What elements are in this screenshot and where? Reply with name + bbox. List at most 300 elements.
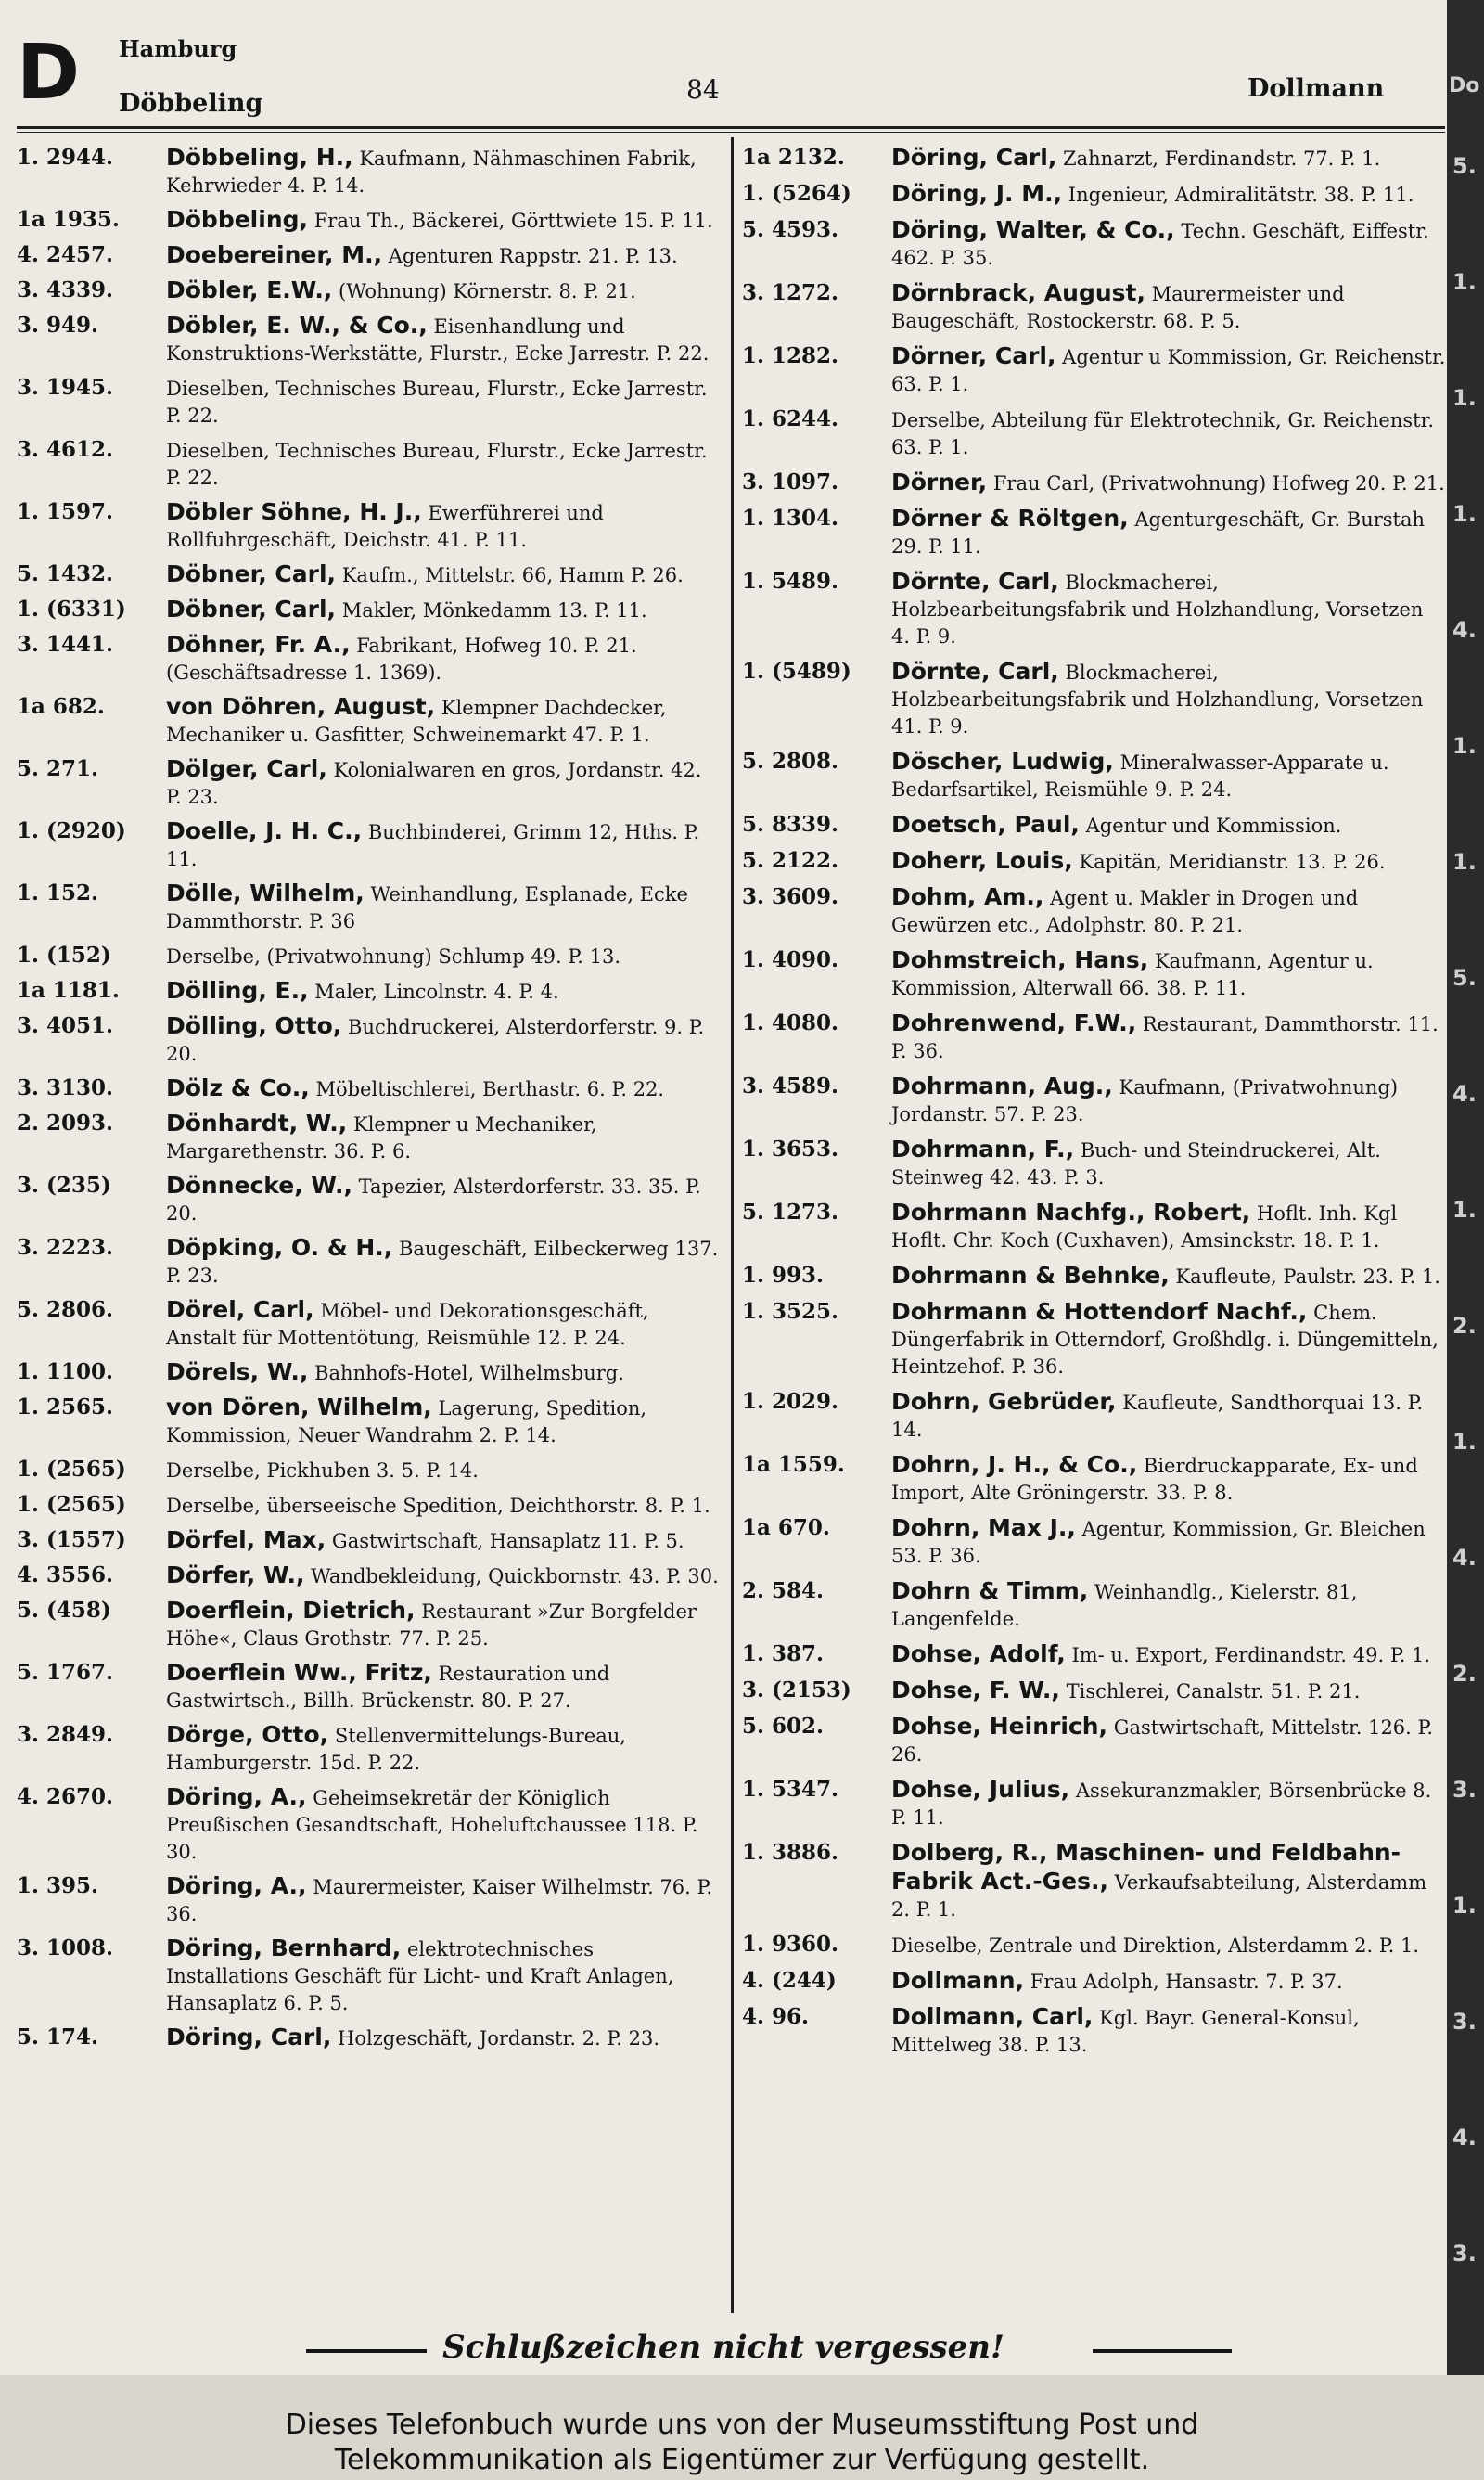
entry-name: Dörfer, W., <box>166 1561 305 1588</box>
phone-number: 1. (5489) <box>742 659 851 684</box>
entry-details: Gastwirtschaft, Hansaplatz 11. P. 5. <box>331 1530 684 1552</box>
entry-details: Chem. Düngerfabrik in Otterndorf, Großhdlg. i. Düngemitteln, Heintzehof. P. 36. <box>891 1302 1439 1378</box>
entry-name: Dohrn & Timm, <box>891 1577 1089 1604</box>
section-letter: D <box>17 29 81 117</box>
entry-text <box>886 180 1447 209</box>
entry-details: Maler, Lincolnstr. 4. P. 4. <box>314 981 559 1003</box>
entry-text <box>160 2024 722 2052</box>
entry-text <box>160 1358 722 1387</box>
entry-text <box>886 469 1447 497</box>
entry-details: Lagerung, Spedition, Kommission, Neuer Wandrahm 2. P. 14. <box>166 1397 647 1446</box>
entry-details: Agenturen Rappstr. 21. P. 13. <box>388 245 678 267</box>
directory-entry <box>17 1561 722 1590</box>
directory-entry <box>17 1659 722 1715</box>
entry-name: von Döhren, August, <box>166 693 436 720</box>
entry-details: Hoflt. Inh. Kgl Hoflt. Chr. Koch (Cuxhaven), Amsinckstr. 18. P. 1. <box>891 1202 1398 1252</box>
directory-entry <box>17 144 722 199</box>
entry-details: Geheimsekretär der Königlich Preußischen Gesandtschaft, Hoheluftchaussee 118. P. 30. <box>166 1787 698 1863</box>
directory-entry <box>17 1597 722 1652</box>
phone-number: 1. 152. <box>17 880 99 906</box>
phone-number: 1a 2132. <box>742 145 845 170</box>
directory-entry <box>17 1012 722 1068</box>
directory-entry <box>742 279 1447 335</box>
entry-text <box>886 1577 1447 1633</box>
entry-details: Kaufleute, Paulstr. 23. P. 1. <box>1175 1266 1440 1288</box>
phone-number: 1. 2029. <box>742 1389 839 1414</box>
entry-details: Kaufleute, Sandthorquai 13. P. 14. <box>891 1392 1424 1441</box>
entry-details: Frau Carl, (Privatwohnung) Hofweg 20. P. 21. <box>992 472 1445 495</box>
phone-number: 1. (5264) <box>742 181 851 206</box>
entry-details: Dieselben, Technisches Bureau, Flurstr., Ecke Jarrestr. P. 22. <box>166 378 708 427</box>
entry-name: Dohm, Am., <box>891 883 1044 910</box>
entry-details: Buchbinderei, Grimm 12, Hths. P. 11. <box>166 821 700 870</box>
entry-details: Buch- und Steindruckerei, Alt. Steinweg 42. 43. P. 3. <box>891 1139 1381 1189</box>
entry-name: Doelle, J. H. C., <box>166 817 363 844</box>
entry-details: Derselbe, Pickhuben 3. 5. P. 14. <box>166 1459 479 1482</box>
phone-number: 3. 949. <box>17 313 99 338</box>
entry-details: Kaufmann, Nähmaschinen Fabrik, Kehrwieder 4. P. 14. <box>166 148 697 197</box>
directory-entry <box>742 1009 1447 1065</box>
footer-notice <box>0 2329 1447 2366</box>
directory-entry <box>17 1872 722 1928</box>
entry-name: Dölger, Carl, <box>166 755 327 782</box>
entry-text <box>886 847 1447 876</box>
phone-number: 5. 2808. <box>742 749 839 774</box>
entry-name: Dörner & Röltgen, <box>891 505 1129 532</box>
footer-notice-text: Schlußzeichen nicht vergessen! <box>442 2329 1004 2366</box>
entry-text <box>160 1394 722 1449</box>
entry-text <box>886 505 1447 560</box>
entry-text <box>160 1934 722 2017</box>
directory-entry <box>17 596 722 624</box>
directory-entry <box>742 405 1447 461</box>
entry-details: Kolonialwaren en gros, Jordanstr. 42. P. 23. <box>166 759 702 808</box>
directory-entry <box>17 498 722 554</box>
directory-entry <box>742 505 1447 560</box>
right-column <box>742 144 1447 2066</box>
entry-text <box>160 1659 722 1715</box>
entry-details: Agentur und Kommission. <box>1085 815 1342 837</box>
directory-entry <box>17 1934 722 2017</box>
phone-number: 1. (6331) <box>17 597 126 622</box>
phone-number: 1. (2565) <box>17 1457 126 1482</box>
directory-entry <box>17 374 722 430</box>
phone-number: 5. 1273. <box>742 1200 839 1225</box>
entry-text <box>160 1491 722 1520</box>
entry-name: Döhner, Fr. A., <box>166 631 351 658</box>
entry-text <box>160 880 722 935</box>
entry-text <box>886 279 1447 335</box>
entry-text <box>886 1931 1447 1960</box>
directory-entry <box>17 880 722 935</box>
entry-text <box>886 216 1447 272</box>
entry-details: Agent u. Makler in Drogen und Gewürzen etc., Adolphstr. 80. P. 21. <box>891 887 1359 936</box>
directory-entry <box>17 693 722 749</box>
entry-name: Doebereiner, M., <box>166 241 383 268</box>
entry-name: Döbbeling, H., <box>166 144 353 171</box>
entry-details: Blockmacherei, Holzbearbeitungsfabrik und Holzhandlung, Vorsetzen 4. P. 9. <box>891 572 1424 648</box>
entry-name: Doetsch, Paul, <box>891 811 1080 838</box>
entry-text <box>886 1839 1447 1923</box>
directory-entry <box>17 1526 722 1555</box>
directory-entry <box>742 144 1447 173</box>
directory-entry <box>17 1721 722 1777</box>
entry-text <box>160 436 722 492</box>
entry-name: Döscher, Ludwig, <box>891 748 1114 775</box>
phone-number: 3. 3130. <box>17 1075 114 1100</box>
directory-entry <box>742 811 1447 840</box>
entry-details: Wandbekleidung, Quickbornstr. 43. P. 30. <box>311 1565 719 1587</box>
entry-details: Holzgeschäft, Jordanstr. 2. P. 23. <box>338 2027 660 2050</box>
entry-name: Dolberg, R., Maschinen- und Feldbahn-Fabrik Act.-Ges., <box>891 1839 1401 1895</box>
adjacent-page-fragment: 1. <box>1452 1197 1477 1223</box>
entry-text <box>886 2003 1447 2059</box>
adjacent-page-fragment: 4. <box>1452 2125 1477 2151</box>
entry-text <box>160 241 722 270</box>
directory-entry <box>742 1677 1447 1705</box>
entry-name: Doerflein Ww., Fritz, <box>166 1659 432 1686</box>
entry-name: Dörnte, Carl, <box>891 658 1059 685</box>
directory-entry <box>742 1577 1447 1633</box>
directory-entry <box>742 180 1447 209</box>
phone-number: 3. 1008. <box>17 1935 114 1960</box>
entry-details: Baugeschäft, Eilbeckerweg 137. P. 23. <box>166 1238 719 1287</box>
entry-text <box>886 1073 1447 1128</box>
phone-number: 1. 2565. <box>17 1394 114 1420</box>
phone-number: 1a 682. <box>17 694 105 719</box>
phone-number: 5. 1432. <box>17 561 114 586</box>
entry-details: Derselbe, Abteilung für Elektrotechnik, Gr. Reichenstr. 63. P. 1. <box>891 409 1434 458</box>
phone-number: 1. 395. <box>17 1873 99 1898</box>
entry-name: Dörels, W., <box>166 1358 309 1385</box>
entry-name: Döbler, E.W., <box>166 276 333 303</box>
entry-details: Restaurant, Dammthorstr. 11. P. 36. <box>891 1013 1439 1062</box>
entry-details: Agenturgeschäft, Gr. Burstah 29. P. 11. <box>891 508 1426 558</box>
directory-entry <box>17 817 722 873</box>
phone-number: 4. 2670. <box>17 1784 114 1809</box>
entry-text <box>886 1298 1447 1381</box>
entry-details: Derselbe, (Privatwohnung) Schlump 49. P. 13. <box>166 945 621 968</box>
phone-number: 3. 4589. <box>742 1073 839 1099</box>
entry-details: Kgl. Bayr. General-Konsul, Mittelweg 38. P. 13. <box>891 2007 1360 2056</box>
phone-number: 3. (235) <box>17 1173 111 1198</box>
entry-name: Dölling, E., <box>166 977 309 1004</box>
credit-line-2: Telekommunikation als Eigentümer zur Verfügung gestellt. <box>334 2444 1150 2476</box>
entry-text <box>160 1110 722 1165</box>
directory-entry <box>17 1296 722 1352</box>
phone-number: 1. 1304. <box>742 506 839 531</box>
entry-name: Dölle, Wilhelm, <box>166 880 365 906</box>
adjacent-page-fragment: 1. <box>1452 849 1477 875</box>
directory-entry <box>742 1713 1447 1768</box>
directory-entry <box>17 241 722 270</box>
adjacent-page-fragment: 5. <box>1452 965 1477 991</box>
directory-entry <box>17 755 722 811</box>
entry-text <box>886 342 1447 398</box>
entry-name: Dohrenwend, F.W., <box>891 1009 1137 1036</box>
phone-number: 3. 4612. <box>17 437 114 462</box>
adjacent-page-fragment: 3. <box>1452 2241 1477 2267</box>
header-rule <box>17 126 1445 129</box>
phone-number: 1. 5489. <box>742 569 839 594</box>
directory-entry <box>742 1388 1447 1444</box>
entry-details: Gastwirtschaft, Mittelstr. 126. P. 26. <box>891 1716 1434 1766</box>
phone-number: 1. 9360. <box>742 1932 839 1957</box>
phone-number: 3. 4339. <box>17 277 114 302</box>
phone-number: 5. 2122. <box>742 848 839 873</box>
directory-entry <box>742 1199 1447 1254</box>
entry-name: Dohrn, Gebrüder, <box>891 1388 1117 1415</box>
entry-details: Bahnhofs-Hotel, Wilhelmsburg. <box>314 1362 624 1384</box>
entry-text <box>886 1776 1447 1831</box>
entry-name: Döbler Söhne, H. J., <box>166 498 422 525</box>
entry-text <box>886 1009 1447 1065</box>
phone-number: 5. 2806. <box>17 1297 114 1322</box>
directory-entry <box>17 942 722 970</box>
entry-name: Dörfel, Max, <box>166 1526 326 1553</box>
entry-details: Ewerführerei und Rollfuhrgeschäft, Deichstr. 41. P. 11. <box>166 502 604 551</box>
entry-details: Makler, Mönkedamm 13. P. 11. <box>341 599 647 622</box>
directory-entry <box>17 312 722 367</box>
entry-details: Bierdruckapparate, Ex- und Import, Alte Gröningerstr. 33. P. 8. <box>891 1455 1418 1504</box>
entry-details: Maurermeister und Baugeschäft, Rostockerstr. 68. P. 5. <box>891 283 1345 332</box>
directory-entry <box>742 2003 1447 2059</box>
directory-entry <box>742 1262 1447 1291</box>
entry-details: Weinhandlung, Esplanade, Ecke Dammthorstr. P. 36 <box>166 883 688 932</box>
directory-entry <box>17 631 722 687</box>
entry-name: Dollmann, Carl, <box>891 2003 1094 2030</box>
phone-number: 4. 96. <box>742 2004 810 2029</box>
entry-text <box>160 596 722 624</box>
entry-text <box>160 1074 722 1103</box>
entry-name: Dörnbrack, August, <box>891 279 1145 306</box>
phone-number: 1. 387. <box>742 1641 825 1666</box>
entry-name: Dölling, Otto, <box>166 1012 342 1039</box>
entry-text <box>160 1561 722 1590</box>
directory-entry <box>17 1172 722 1227</box>
left-column <box>17 144 722 2059</box>
entry-details: Agentur u Kommission, Gr. Reichenstr. 63. P. 1. <box>891 346 1446 395</box>
phone-number: 3. 1441. <box>17 632 114 657</box>
entry-text <box>160 755 722 811</box>
entry-details: Weinhandlg., Kielerstr. 81, Langenfelde. <box>891 1581 1358 1630</box>
entry-name: Döbler, E. W., & Co., <box>166 312 428 339</box>
phone-number: 5. 602. <box>742 1714 825 1739</box>
entry-name: Dölz & Co., <box>166 1074 310 1101</box>
phone-number: 3. 2849. <box>17 1722 114 1747</box>
entry-details: elektrotechnisches Installations Geschäft für Licht- und Kraft Anlagen, Hansaplatz 6. P. 5. <box>166 1938 674 2014</box>
phone-number: 4. 3556. <box>17 1562 114 1587</box>
entry-name: Döring, Bernhard, <box>166 1934 402 1961</box>
directory-entry <box>742 1136 1447 1191</box>
directory-entry <box>742 469 1447 497</box>
entry-name: Dörner, Carl, <box>891 342 1056 369</box>
phone-number: 1a 1935. <box>17 207 120 232</box>
phone-number: 1. 4080. <box>742 1010 839 1035</box>
entry-name: Döbner, Carl, <box>166 596 337 623</box>
entry-text <box>886 1388 1447 1444</box>
phone-number: 5. 1767. <box>17 1660 114 1685</box>
entry-name: Dohrn, J. H., & Co., <box>891 1451 1138 1478</box>
entry-details: Möbel- und Dekorationsgeschäft, Anstalt für Mottentötung, Reismühle 12. P. 24. <box>166 1300 649 1349</box>
entry-details: Ingenieur, Admiralitätstr. 38. P. 11. <box>1068 184 1414 206</box>
entry-text <box>160 560 722 589</box>
phone-number: 3. 1272. <box>742 280 839 305</box>
adjacent-page-fragment: 4. <box>1452 1081 1477 1107</box>
phone-number: 1. 5347. <box>742 1777 839 1802</box>
entry-name: Döring, Walter, & Co., <box>891 216 1175 243</box>
directory-entry <box>17 206 722 235</box>
entry-details: Buchdruckerei, Alsterdorferstr. 9. P. 20. <box>166 1016 705 1065</box>
entry-text <box>886 144 1447 173</box>
phone-number: 3. 4051. <box>17 1013 114 1038</box>
entry-details: Frau Adolph, Hansastr. 7. P. 37. <box>1030 1971 1343 1993</box>
entry-text <box>160 693 722 749</box>
entry-text <box>886 1262 1447 1291</box>
directory-entry <box>742 216 1447 272</box>
phone-number: 3. 2223. <box>17 1235 114 1260</box>
entry-text <box>886 1677 1447 1705</box>
entry-text <box>160 498 722 554</box>
phone-number: 1. 3653. <box>742 1137 839 1162</box>
phone-number: 1. 1597. <box>17 499 114 524</box>
directory-entry <box>742 658 1447 740</box>
entry-text <box>160 374 722 430</box>
phone-number: 1a 1559. <box>742 1452 845 1477</box>
entry-text <box>160 144 722 199</box>
entry-details: Fabrikant, Hofweg 10. P. 21. (Geschäftsadresse 1. 1369). <box>166 635 637 684</box>
column-divider <box>731 137 734 2313</box>
entry-details: Möbeltischlerei, Berthastr. 6. P. 22. <box>315 1078 665 1100</box>
adjacent-page-fragment: 1. <box>1452 1893 1477 1919</box>
entry-details: Dieselben, Technisches Bureau, Flurstr., Ecke Jarrestr. P. 22. <box>166 440 708 489</box>
entry-details: Dieselbe, Zentrale und Direktion, Alsterdamm 2. P. 1. <box>891 1934 1420 1957</box>
entry-text <box>886 405 1447 461</box>
entry-text <box>160 1296 722 1352</box>
entry-details: Assekuranzmakler, Börsenbrücke 8. P. 11. <box>891 1780 1432 1829</box>
entry-text <box>160 1172 722 1227</box>
entry-details: (Wohnung) Körnerstr. 8. P. 21. <box>339 280 636 302</box>
entry-name: Dönhardt, W., <box>166 1110 348 1137</box>
entry-name: Döpking, O. & H., <box>166 1234 393 1261</box>
header-city: Hamburg <box>119 35 237 62</box>
entry-details: Maurermeister, Kaiser Wilhelmstr. 76. P. 36. <box>166 1876 713 1925</box>
adjacent-page-fragment: 1. <box>1452 385 1477 411</box>
entry-details: Tischlerei, Canalstr. 51. P. 21. <box>1066 1680 1361 1703</box>
adjacent-page-fragment: 4. <box>1452 1545 1477 1571</box>
entry-name: Dörner, <box>891 469 988 495</box>
entry-text <box>886 1514 1447 1570</box>
entry-name: Döring, J. M., <box>891 180 1063 207</box>
entry-details: Frau Th., Bäckerei, Görttwiete 15. P. 11. <box>313 210 713 232</box>
entry-details: Tapezier, Alsterdorferstr. 33. 35. P. 20. <box>166 1176 701 1225</box>
entry-text <box>160 942 722 970</box>
directory-entry <box>17 1358 722 1387</box>
adjacent-page-fragment: 4. <box>1452 617 1477 643</box>
directory-entry <box>742 847 1447 876</box>
entry-text <box>160 1234 722 1290</box>
directory-entry <box>742 342 1447 398</box>
directory-entry <box>17 1110 722 1165</box>
phone-number: 3. (2153) <box>742 1677 851 1703</box>
directory-entry <box>17 560 722 589</box>
entry-details: Zahnarzt, Ferdinandstr. 77. P. 1. <box>1063 148 1381 170</box>
phone-number: 3. 3609. <box>742 884 839 909</box>
phone-number: 1. 4090. <box>742 947 839 972</box>
adjacent-page-header: Do <box>1449 74 1480 97</box>
entry-details: Blockmacherei, Holzbearbeitungsfabrik und Holzhandlung, Vorsetzen 41. P. 9. <box>891 662 1424 738</box>
directory-entry <box>742 748 1447 803</box>
directory-entry <box>17 436 722 492</box>
entry-text <box>160 276 722 305</box>
phone-number: 1. 993. <box>742 1263 825 1288</box>
phone-number: 1. 1282. <box>742 343 839 368</box>
entry-name: Döring, Carl, <box>166 2024 332 2050</box>
entry-details: Stellenvermittelungs-Bureau, Hamburgerstr. 15d. P. 22. <box>166 1725 626 1774</box>
entry-text <box>886 1640 1447 1669</box>
entry-name: Dörel, Carl, <box>166 1296 314 1323</box>
entry-text <box>886 748 1447 803</box>
phone-number: 2. 584. <box>742 1578 825 1603</box>
directory-entry <box>17 1456 722 1484</box>
entry-details: Restauration und Gastwirtsch., Billh. Brückenstr. 80. P. 27. <box>166 1663 610 1712</box>
entry-name: Döring, Carl, <box>891 144 1057 171</box>
directory-entry <box>742 568 1447 650</box>
phone-number: 1. (2565) <box>17 1492 126 1517</box>
adjacent-page-fragment: 3. <box>1452 2009 1477 2035</box>
entry-text <box>160 1526 722 1555</box>
entry-details: Kaufmann, (Privatwohnung) Jordanstr. 57. P. 23. <box>891 1076 1399 1125</box>
header-last-entry: Dollmann <box>1247 74 1385 103</box>
adjacent-page-fragment: 1. <box>1452 733 1477 759</box>
adjacent-page-fragment: 2. <box>1452 1661 1477 1687</box>
phone-number: 3. 1097. <box>742 469 839 495</box>
directory-entry <box>17 1783 722 1866</box>
entry-details: Restaurant »Zur Borgfelder Höhe«, Claus Grothstr. 77. P. 25. <box>166 1600 697 1650</box>
entry-text <box>160 1872 722 1928</box>
entry-text <box>160 1783 722 1866</box>
entry-text <box>160 817 722 873</box>
entry-text <box>886 568 1447 650</box>
directory-entry <box>17 977 722 1006</box>
phone-number: 1. 6244. <box>742 406 839 431</box>
directory-entry <box>17 1234 722 1290</box>
phone-number: 1. 1100. <box>17 1359 114 1384</box>
entry-name: Döring, A., <box>166 1872 307 1899</box>
entry-name: Dohrmann & Behnke, <box>891 1262 1170 1289</box>
entry-text <box>886 1713 1447 1768</box>
phone-number: 5. 4593. <box>742 217 839 242</box>
directory-entry <box>742 946 1447 1002</box>
phone-number: 2. 2093. <box>17 1111 114 1136</box>
entry-text <box>886 1967 1447 1996</box>
phone-number: 5. 174. <box>17 2024 99 2050</box>
phone-number: 5. 271. <box>17 756 99 781</box>
phone-number: 4. (244) <box>742 1968 837 1993</box>
directory-entry <box>742 1967 1447 1996</box>
entry-name: Dörge, Otto, <box>166 1721 329 1748</box>
entry-text <box>886 1451 1447 1507</box>
entry-text <box>160 631 722 687</box>
adjacent-page-fragment: 3. <box>1452 1777 1477 1803</box>
entry-details: Kaufmann, Agentur u. Kommission, Alterwall 66. 38. P. 11. <box>891 950 1374 999</box>
credit-line-1: Dieses Telefonbuch wurde uns von der Museumsstiftung Post und <box>285 2409 1199 2441</box>
entry-details: Kapitän, Meridianstr. 13. P. 26. <box>1079 851 1386 873</box>
entry-text <box>160 1012 722 1068</box>
directory-entry <box>742 1839 1447 1923</box>
directory-entry <box>17 276 722 305</box>
phone-number: 1. (2920) <box>17 818 126 843</box>
